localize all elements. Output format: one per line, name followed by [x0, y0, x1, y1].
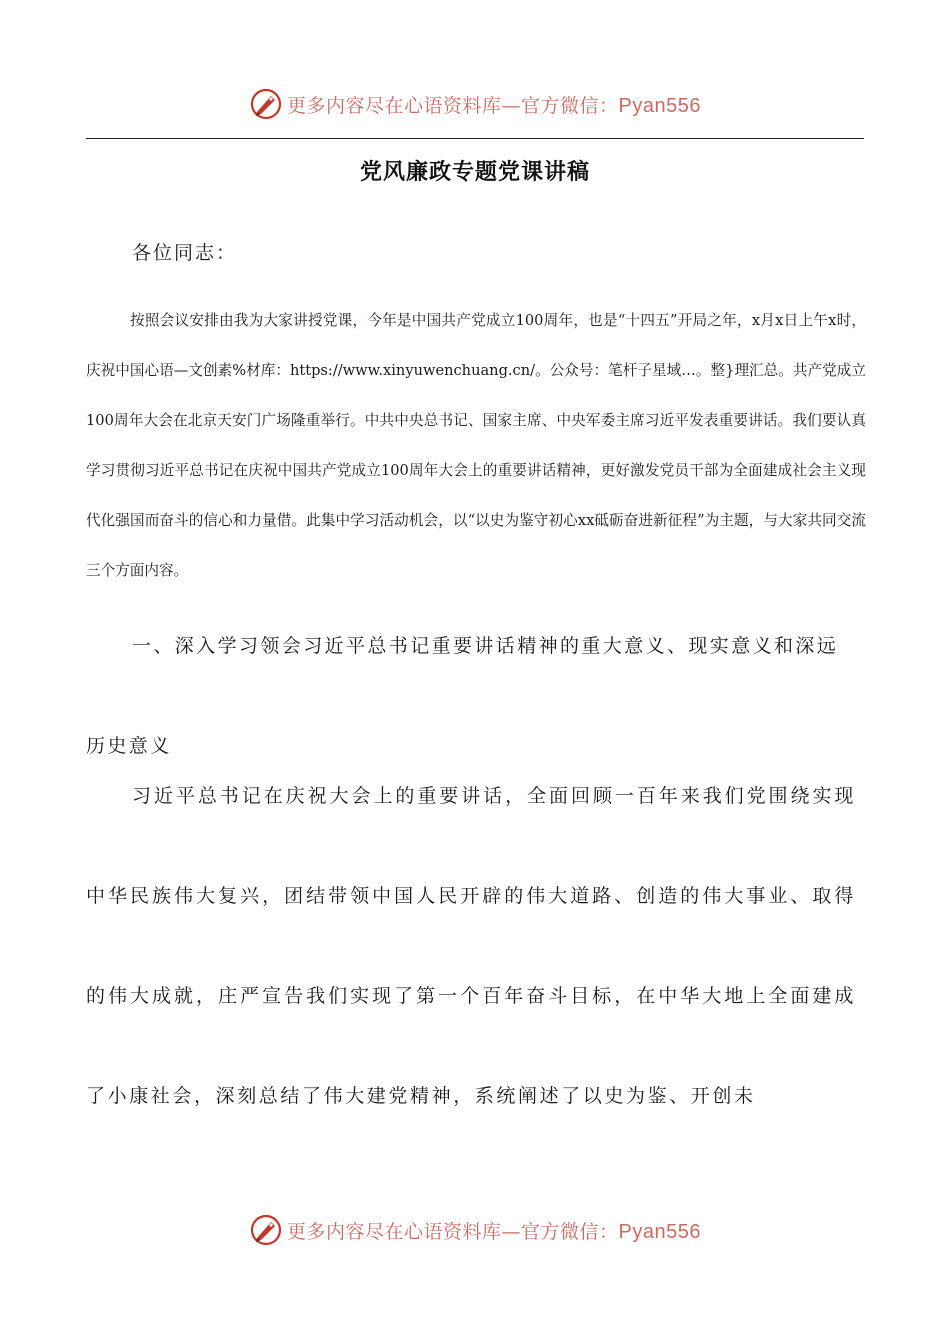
watermark-text: 更多内容尽在心语资料库—官方微信：Pyan556: [287, 94, 701, 117]
watermark-text: 更多内容尽在心语资料库—官方微信：Pyan556: [287, 1220, 701, 1243]
header-divider: [86, 138, 864, 139]
watermark-id: Pyan556: [618, 1220, 701, 1243]
pen-nib-logo-icon: [249, 87, 283, 121]
header-watermark: [0, 82, 950, 126]
body-paragraph: 习近平总书记在庆祝大会上的重要讲话，全面回顾一百年来我们党围绕实现中华民族伟大复兴，团结带领中国人民开辟的伟大道路、创造的伟大事业、取得的伟大成就，庄严宣告我们实现了第一个百年奋斗目标，在中华大地上全面建成了小康社会，深刻总结了伟大建党精神，系统阐述了以史为鉴、开创未: [86, 785, 856, 1107]
pen-nib-logo-icon: [249, 1213, 283, 1247]
salutation: 各位同志：: [132, 242, 238, 264]
footer-watermark: [0, 1208, 950, 1252]
intro-paragraph: 按照会议安排由我为大家讲授党课，今年是中国共产党成立100周年，也是“十四五”开局之年，x月x日上午x时，庆祝中国心语—文创素%材库：https://www.xinyuwenchuang.cn/。公众号：笔杆子星域…。整}理汇总。共产党成立100周年大会在北京天安门广场隆重举行。中共中央总书记、国家主席、中央军委主席习近平发表重要讲话。我们要认真学习贯彻习近平总书记在庆祝中国共产党成立100周年大会上的重要讲话精神，更好激发党员干部为全面建成社会主义现代化强国而奋斗的信心和力量借。此集中学习活动机会，以“以史为鉴守初心xx砥砺奋进新征程”为主题，与大家共同交流三个方面内容。: [86, 312, 866, 579]
watermark-id: Pyan556: [618, 94, 701, 117]
document-title: 党风廉政专题党课讲稿: [359, 159, 590, 185]
section-heading: 一、深入学习领会习近平总书记重要讲话精神的重大意义、现实意义和深远历史意义: [86, 635, 839, 757]
